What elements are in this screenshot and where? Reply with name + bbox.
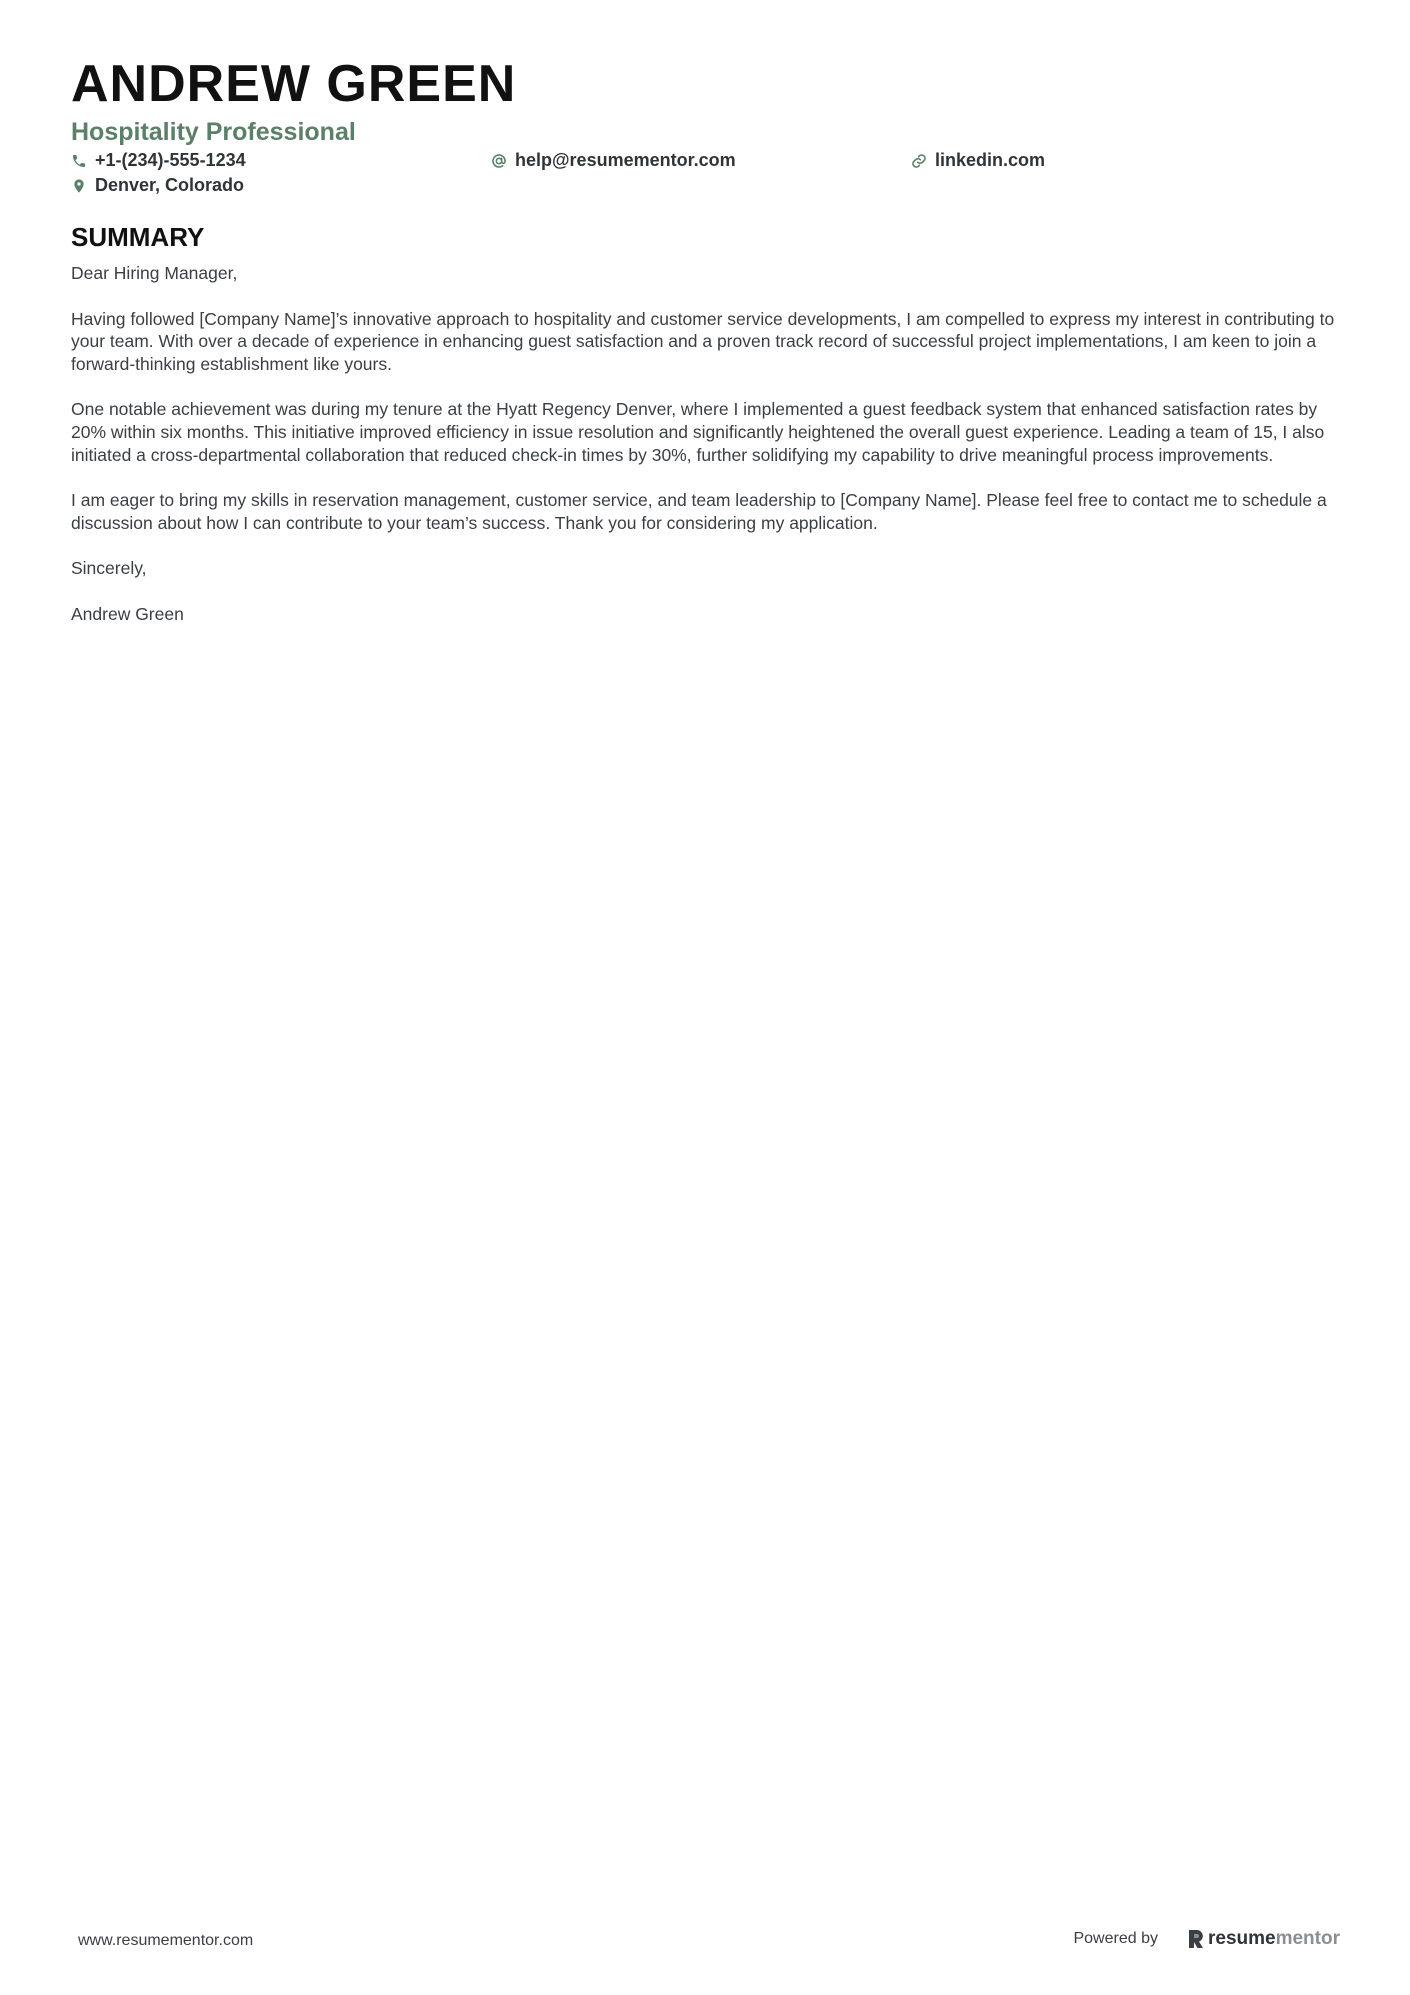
contact-email <box>491 150 736 171</box>
linkedin-text: linkedin.com <box>935 150 1046 170</box>
closing: Sincerely, <box>71 558 147 579</box>
brand-name-part1: resume <box>1207 1928 1276 1949</box>
summary-body <box>71 262 1341 649</box>
link-icon <box>911 153 927 169</box>
location-text: Denver, Colorado <box>95 175 245 195</box>
paragraph-1: Having followed [Company Name]’s innovative approach to hospitality and customer service developments, I am compelled to express my interest in contributing to your team. With over a decade of experience in enhancing guest satisfaction and a proven track record of successful project implementations, I am keen to join a forward-thinking establishment like yours. <box>71 308 1335 374</box>
paragraph-3: I am eager to bring my skills in reservation management, customer service, and team leadership to [Company Name]. Please feel free to contact me to schedule a discussion about how I can contribute to your team’s success. Thank you for considering my application. <box>71 490 1327 533</box>
powered-by-text: Powered by <box>1073 1930 1158 1947</box>
brand-name-part2: mentor <box>1275 1928 1340 1949</box>
contact-linkedin <box>911 150 1045 171</box>
location-pin-icon <box>71 178 87 194</box>
phone-icon <box>71 153 87 169</box>
resumementor-logo-icon <box>1188 1929 1204 1949</box>
summary-heading: SUMMARY <box>71 222 205 252</box>
paragraph-2: One notable achievement was during my tenure at the Hyatt Regency Denver, where I implemented a guest feedback system that enhanced satisfaction rates by 20% within six months. This initiative improved efficiency in issue resolution and significantly heightened the overall guest experience. Leading a team of 15, I also initiated a cross-departmental collaboration that reduced check-in times by 30%, further solidifying my capability to drive meaningful process improvements. <box>71 399 1325 465</box>
email-text: help@resumementor.com <box>515 150 736 170</box>
footer-branding <box>1073 1928 1340 1950</box>
candidate-title: Hospitality Professional <box>71 118 356 146</box>
contact-location <box>71 175 244 196</box>
contact-phone <box>71 150 246 171</box>
phone-text: +1-(234)-555-1234 <box>95 150 246 170</box>
signature: Andrew Green <box>71 603 184 624</box>
salutation: Dear Hiring Manager, <box>71 263 238 283</box>
at-icon <box>491 153 507 169</box>
brand-logo[interactable] <box>1188 1928 1340 1950</box>
candidate-name: ANDREW GREEN <box>71 55 517 113</box>
footer-website[interactable]: www.resumementor.com <box>78 1932 254 1949</box>
